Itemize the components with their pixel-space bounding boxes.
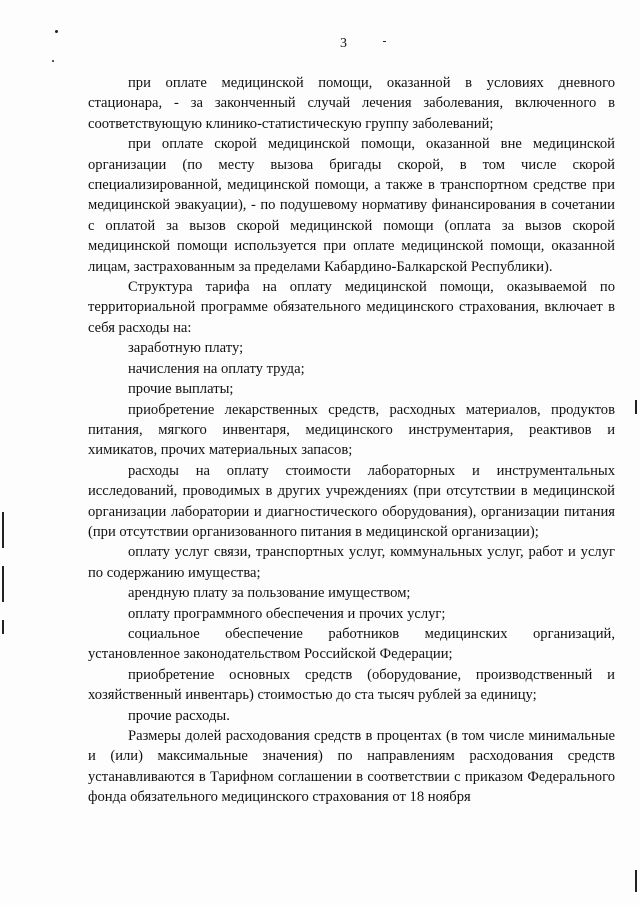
scan-edge-mark [2, 620, 4, 634]
paragraph: при оплате скорой медицинской помощи, оказанной вне медицинской организации (по месту вызова бригады скорой, в том числе скорой специализированной, медицинской помощи, а также в транспортном средстве при медицинской эвакуации), - по подушевому нормативу финансирования в сочетании с оплатой за вызов скорой медицинской помощи (оплата за вызов скорой медицинской помощи используется при оплате медицинской помощи, оказанной лицам, застрахованным за пределами Кабардино-Балкарской Республики). [88, 136, 615, 275]
scan-edge-mark [2, 566, 4, 602]
scan-speck [383, 41, 386, 42]
list-item: приобретение основных средств (оборудование, производственный и хозяйственный инвентарь) стоимостью до ста тысяч рублей за единицу; [88, 666, 615, 704]
list-item: расходы на оплату стоимости лабораторных и инструментальных исследований, проводимых в других учреждениях (при отсутствии в медицинской организации лаборатории и диагностического оборудования), организации питания (при отсутствии организованного питания в медицинской организации); [88, 462, 615, 540]
scan-edge-mark [635, 870, 637, 892]
list-item: приобретение лекарственных средств, расходных материалов, продуктов питания, мягкого инвентаря, медицинского инструментария, реактивов и химикатов, прочих материальных запасов; [88, 401, 615, 459]
list-item: прочие выплаты; [128, 381, 234, 398]
scan-speck [55, 30, 58, 33]
document-body [88, 73, 615, 808]
paragraph: Размеры долей расходования средств в процентах (в том числе минимальные и (или) максимальные значения) по направлениям расходования средств устанавливаются в Тарифном соглашении в соответствии с приказом Федерального фонда обязательного медицинского страхования от 18 ноября [88, 728, 615, 806]
list-item: оплату программного обеспечения и прочих услуг; [128, 605, 446, 622]
list-item: оплату услуг связи, транспортных услуг, коммунальных услуг, работ и услуг по содержанию имущества; [88, 544, 615, 581]
list-item: прочие расходы. [128, 707, 230, 724]
list-item: начисления на оплату труда; [128, 360, 305, 377]
scan-edge-mark [2, 512, 4, 548]
paragraph: при оплате медицинской помощи, оказанной в условиях дневного стационара, - за законченный случай лечения заболевания, включенного в соответствующую клинико-статистическую группу заболеваний; [88, 75, 615, 132]
list-item: заработную плату; [128, 340, 244, 357]
list-item: арендную плату за пользование имуществом; [128, 585, 411, 602]
page-number: 3 [340, 36, 347, 51]
paragraph: Структура тарифа на оплату медицинской помощи, оказываемой по территориальной программе обязательного медицинского страхования, включает в себя расходы на: [88, 279, 615, 336]
scan-edge-mark [635, 400, 637, 414]
list-item: социальное обеспечение работников медицинских организаций, установленное законодательством Российской Федерации; [88, 625, 615, 663]
scan-speck [52, 60, 54, 62]
